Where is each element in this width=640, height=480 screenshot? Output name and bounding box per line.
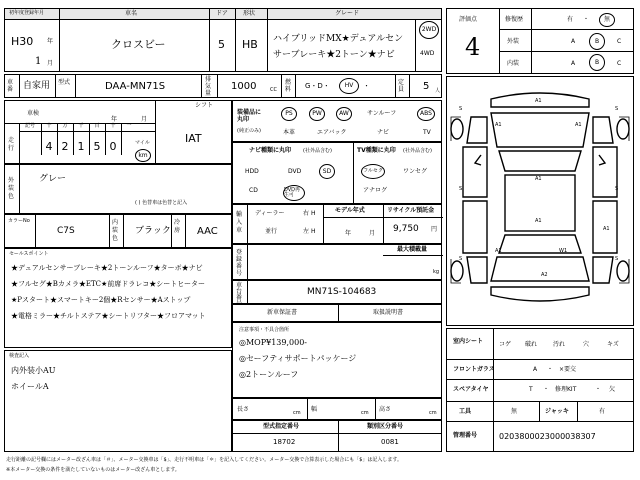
footer-line-1: 走行距離の記号欄にはメーター改ざん車は「＃」、メーター交換車は「$」、走行不明車は「＊」を記入してください。メーター交換で合算表示した場合にも「$」は記入します。 [6,457,402,463]
mileage-place-3: 百 [94,123,100,129]
mark-s-3: S [459,186,463,192]
interior-color-label: 内装色 [112,219,119,242]
spare-tire-label: スペアタイヤ [453,386,489,393]
inspection-month: 月 [141,116,148,123]
color-no-label: カラーNo [8,218,30,224]
mark-rear-a2: A2 [541,272,548,278]
navi-dvd: DVD [288,168,302,175]
width-unit: cm [361,410,369,416]
sales-points-label: セールスポイント [9,251,49,257]
seat-opt-tear: 破れ [525,341,538,348]
length-unit: cm [293,410,301,416]
header-block [4,8,442,72]
length-label: 長さ [237,406,250,413]
car-diagram [446,76,634,326]
mileage-place-1: 万 [62,123,68,129]
pw-circle: PW [309,107,325,121]
spare-t: T [529,386,533,393]
displacement-label: 排気量 [205,76,212,97]
tv-label: TV種類に丸印 [357,147,396,154]
remarks-line-3: ◎2トーンルーフ [239,370,299,379]
car-no-label: 車番 [7,79,14,93]
person-unit: 人 [435,88,441,94]
import-parallel: 並行 [265,228,278,235]
mileage-digit-3: 5 [93,140,101,153]
mark-s-4: S [615,186,619,192]
body-shape: HB [242,38,258,51]
exterior-label: 外装 [507,38,520,45]
fuel-label: 燃料 [285,79,292,93]
mgmt-no-label: 管理番号 [453,432,478,439]
repair-no-circle: 無 [599,13,615,27]
interior-label: 内装 [507,60,520,67]
grade-line-2: サーブレーキ★2トーン★ナビ [273,50,395,60]
car-outline-diagram [447,77,633,325]
windshield-replace: ×要交 [559,366,577,373]
new-car-warranty: 新車保証書 [267,309,298,316]
windshield-a: A [533,366,538,373]
color-label: 外装色 [8,177,15,200]
import-label: 輸入車 [236,211,243,234]
color-note: ( ) 色替車は色替と記入 [135,200,188,206]
navi-hdd: HDD [245,168,259,175]
mileage-unit-label: 記号 [25,123,36,129]
seat-opt-hole: 穴 [583,341,590,348]
remarks-line-2: ◎セーフティサポートパッケージ [239,354,357,363]
remarks-line-1: ◎MOP¥139,000- [239,338,307,347]
category-no-value: 0081 [381,438,399,446]
mgmt-no-value: 0203800023000038307 [499,432,596,441]
inspection-notes-label: 検査記入 [9,353,30,359]
drive-2wd-circle: 2WD [419,21,439,39]
year-unit: 年 [47,38,54,45]
tv-fullseg-circle: フルセグ [361,164,385,179]
color-block [4,164,232,214]
seat-opt-burn: コゲ [499,341,512,348]
windshield-dot: ・ [547,366,554,373]
import-right-h: H [311,210,316,217]
chassis-block [232,280,442,304]
model-code: DAA-MN71S [105,81,166,92]
use-type: 自家用 [23,81,51,91]
tv-analog: アナログ [363,187,388,194]
equipment-label: 装備品に丸印 [237,109,262,123]
shift-label: シフト [195,102,214,109]
sales-line-3: ★Pスタート★スマートキー2個★Rセンサー★Aストップ [11,296,191,304]
mark-rear-w1: W1 [559,248,568,254]
rating-label: 評価点 [459,16,478,23]
inspection-year: 年 [111,116,118,123]
month-unit: 月 [47,60,54,67]
inspection-label: 車検 [27,110,40,117]
int-grade-c: C [617,60,622,67]
seat-opt-scratch: キズ [607,341,619,348]
width-label: 幅 [311,406,318,413]
mark-s-6: S [615,256,619,262]
approval-block [232,420,442,452]
remarks-label: 注意事項・不具合箇所 [239,327,290,333]
load-unit: kg [433,269,440,275]
mileage-place-2: 千 [78,123,84,129]
owners-manual: 取扱説明書 [373,309,404,316]
airbag-option: エアバック [317,129,347,136]
mark-s-5: S [459,256,463,262]
ps-circle: PS [281,107,297,121]
doors-label: ドア [216,10,228,17]
load-label: 最大積載量 [397,246,428,253]
shift-value: IAT [185,132,202,145]
spare-none: 欠 [609,386,616,393]
navi-label: ナビ種類に丸印 [249,147,292,154]
model-year-month: 月 [369,230,376,237]
color-no-value: C7S [57,226,75,236]
seat-opt-stain: 汚れ [553,341,566,348]
sunroof-option: サンルーフ [367,110,397,117]
jack-value: 有 [599,408,606,415]
grade-label: グレード [335,10,360,17]
mileage-place-4: 十 [110,123,116,129]
color-value: グレー [39,174,67,184]
recycle-unit: 円 [431,226,438,233]
tools-label: 工具 [459,408,472,415]
condition-table [446,328,634,452]
ext-grade-a: A [571,38,576,45]
ac-label: 冷房 [174,219,181,234]
mileage-digit-2: 1 [77,140,85,153]
grade-line-1: ハイブリッドMX★デュアルセン [273,34,404,44]
recycle-value: 9,750 [393,224,419,234]
registration-month: 1 [35,56,42,67]
int-grade-a: A [571,60,576,67]
model-label: 型式 [58,79,71,86]
reg-no-label: 登録番号 [236,249,243,277]
mileage-digit-0: 4 [45,140,53,153]
mileage-place-0: 十 [46,123,52,129]
rating-score: 4 [465,33,481,61]
abs-circle: ABS [417,107,435,121]
int-grade-b-circle: B [589,54,605,71]
km-circle: km [135,149,151,162]
import-right: 右 [303,210,310,217]
navi-dvd-play-circle: DVD再生可 [283,185,305,201]
interior-seat-label: 室内シート [453,338,484,345]
type-no-label: 型式指定番号 [263,423,300,430]
car-name-label: 車名 [125,10,138,17]
mark-rear-left-a1: A1 [495,248,502,254]
aw-circle: AW [336,107,352,121]
mark-right-a1: A1 [575,122,582,128]
leather-option: 本革 [283,129,296,136]
remarks-block [232,322,442,398]
notes-line-1: 内外装小AU [11,366,56,375]
mark-side-a1: A1 [535,218,542,224]
sales-line-1: ★デュアルセンサーブレーキ★2トーンルーフ★ターボ★ナビ [11,264,203,272]
warranty-block [232,304,442,322]
fuel-hv-circle: HV [339,78,359,94]
inspection-notes-block [4,350,232,452]
tools-value: 無 [511,408,518,415]
sales-line-2: ★フルセグ★Bカメラ★ETC★前席ドラレコ★シートヒーター [11,280,205,288]
navi-tv-block [232,142,442,204]
jack-label: ジャッキ [545,408,569,415]
mark-front-a1: A1 [535,98,542,104]
navi-option: ナビ [377,129,390,136]
chassis-label: 車台番 [236,282,243,301]
spare-dot-2: ・ [595,386,602,393]
import-left: 左 [303,228,310,235]
ext-grade-b-circle: B [589,33,605,50]
equipment-block [232,100,442,142]
mark-s-1: S [459,106,463,112]
spare-dot-1: ・ [543,386,550,393]
car-name: クロスビー [111,38,166,51]
footer-line-2: ※本メーター交換の条件を満たしていないものはメーター改ざん車とします。 [6,467,180,473]
capacity-label: 定員 [398,79,405,93]
spare-kit: 修理KIT [555,386,577,393]
cc-unit: CC [270,87,277,93]
ac-value: AAC [197,226,218,237]
mark-s-2: S [615,106,619,112]
repair-yes: 有 [567,16,574,23]
reg-date-label: 初年度登録年月 [9,10,45,16]
rating-block [446,8,634,74]
mileage-digit-1: 2 [61,140,69,153]
repair-label: 修復歴 [505,16,524,23]
fuel-options: G・D・ [305,82,330,90]
mark-left-a1: A1 [495,122,502,128]
mile-unit: マイル [135,140,150,146]
equipment-sub: (純正のみ) [237,128,261,134]
windshield-label: フロントガラス [453,366,495,373]
displacement-value: 1000 [231,81,257,92]
notes-line-2: ホイールA [11,382,49,391]
category-no-label: 類別区分番号 [367,423,404,430]
tv-oneseg: ワンセグ [403,168,428,175]
capacity-value: 5 [423,81,430,92]
door-count: 5 [218,38,225,51]
codes-block [4,214,232,248]
drive-4wd: 4WD [420,50,435,57]
chassis-value: MN71S-104683 [307,287,377,297]
registration-block [232,244,442,280]
import-dealer: ディーラー [255,210,285,217]
recycle-label: リサイクル預託金 [387,207,435,214]
tv-sub: (社外品含む) [403,148,432,154]
type-no-value: 18702 [273,438,296,446]
model-year-label: モデル年式 [335,207,365,214]
mark-door-a1: A1 [603,226,610,232]
dimensions-block [232,398,442,420]
import-block [232,204,442,244]
sales-points-block [4,248,232,348]
ext-grade-c: C [617,38,622,45]
navi-cd: CD [249,187,258,194]
navi-sub: (社外品含む) [303,148,332,154]
import-left-h: H [311,228,316,235]
height-unit: cm [429,410,437,416]
height-label: 高さ [379,406,392,413]
navi-sd-circle: SD [319,164,335,179]
mileage-place-5: 一 [126,123,132,129]
shape-label: 形状 [243,10,256,17]
inspection-block [4,100,232,164]
fuel-tail: ・ [363,82,370,90]
sales-line-4: ★電格ミラー★チルトステア★シートリフター★フロアマット [11,312,206,320]
mark-roof-a1: A1 [535,176,542,182]
repair-dot: ・ [583,16,590,23]
model-row [4,74,442,98]
mileage-digit-4: 0 [109,140,117,153]
tv-option: TV [423,129,431,136]
mileage-label: 走行 [8,137,15,152]
interior-color-value: ブラック [135,226,171,236]
model-year-year: 年 [345,230,352,237]
registration-era: H30 [11,35,34,48]
